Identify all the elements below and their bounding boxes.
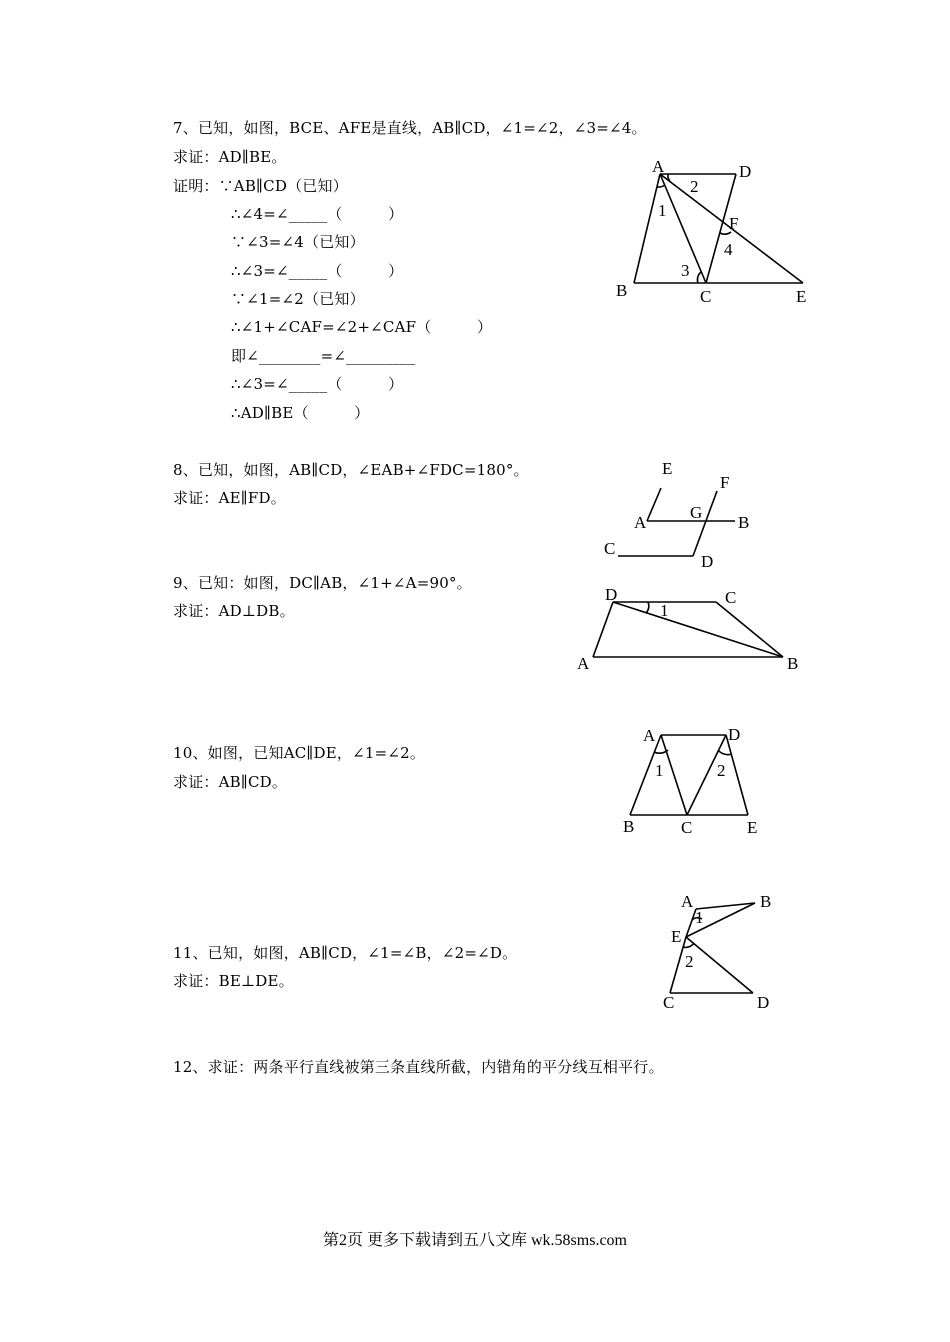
problem11-prove: 求证：BE⊥DE。 bbox=[173, 972, 294, 990]
angle-1-arc bbox=[657, 185, 665, 187]
problem7-step-2: ∴∠4=∠_____（ ） bbox=[231, 205, 404, 223]
label-D: D bbox=[757, 993, 770, 1012]
problem7-step-3: ∵∠3=∠4（已知） bbox=[231, 233, 365, 251]
segment-AE bbox=[647, 488, 661, 521]
problem7-step-5: ∵∠1=∠2（已知） bbox=[231, 290, 365, 308]
problem10-figure bbox=[610, 720, 770, 840]
label-angle-1: 1 bbox=[658, 201, 667, 220]
problem7-prove: 求证：AD∥BE。 bbox=[173, 148, 287, 166]
problem7-figure bbox=[600, 150, 830, 315]
problem7-title: 7、已知，如图，BCE、AFE是直线，AB∥CD，∠1=∠2，∠3=∠4。 bbox=[173, 119, 647, 137]
problem7-step-6: ∴∠1+∠CAF=∠2+∠CAF（ ） bbox=[231, 318, 493, 336]
problem7-step-1: 证明：∵AB∥CD（已知） bbox=[173, 177, 348, 195]
problem7-step-4: ∴∠3=∠_____（ ） bbox=[231, 262, 404, 280]
label-B: B bbox=[760, 892, 772, 911]
label-A: A bbox=[634, 513, 647, 532]
problem10-prove: 求证：AB∥CD。 bbox=[173, 773, 288, 791]
label-angle-1: 1 bbox=[655, 761, 664, 780]
problem11-title: 11、已知，如图，AB∥CD，∠1=∠B，∠2=∠D。 bbox=[173, 944, 518, 962]
label-angle-4: 4 bbox=[724, 240, 733, 259]
label-A: A bbox=[577, 654, 590, 673]
label-A: A bbox=[652, 157, 665, 176]
problem8-title: 8、已知，如图，AB∥CD，∠EAB+∠FDC=180°。 bbox=[173, 461, 529, 479]
label-D: D bbox=[605, 585, 618, 604]
label-D: D bbox=[701, 552, 714, 571]
segment-DA bbox=[593, 602, 613, 657]
problem7-step-7: 即∠________=∠_________ bbox=[231, 347, 416, 365]
label-A: A bbox=[643, 726, 656, 745]
label-angle-2: 2 bbox=[690, 177, 699, 196]
label-G: G bbox=[690, 503, 703, 522]
label-D: D bbox=[728, 725, 741, 744]
segment-ED bbox=[686, 937, 753, 993]
label-angle-1: 1 bbox=[695, 908, 704, 927]
segment-AB bbox=[634, 174, 660, 283]
label-C: C bbox=[700, 287, 712, 306]
problem9-figure bbox=[570, 582, 805, 677]
problem10-title: 10、如图，已知AC∥DE，∠1=∠2。 bbox=[173, 744, 426, 762]
label-E: E bbox=[671, 927, 682, 946]
label-E: E bbox=[796, 287, 807, 306]
problem8-prove: 求证：AE∥FD。 bbox=[173, 489, 286, 507]
problem9-prove: 求证：AD⊥DB。 bbox=[173, 602, 295, 620]
label-F: F bbox=[729, 214, 739, 233]
label-C: C bbox=[681, 818, 693, 837]
segment-DB bbox=[613, 602, 783, 657]
label-B: B bbox=[787, 654, 799, 673]
label-C: C bbox=[604, 539, 616, 558]
problem11-figure bbox=[650, 885, 790, 1015]
label-angle-3: 3 bbox=[681, 261, 690, 280]
label-C: C bbox=[663, 993, 675, 1012]
label-angle-2: 2 bbox=[685, 952, 694, 971]
segment-CB bbox=[716, 602, 783, 657]
problem8-figure bbox=[595, 455, 770, 575]
problem7-step-9: ∴AD∥BE（ ） bbox=[231, 404, 370, 422]
label-F: F bbox=[720, 473, 730, 492]
label-B: B bbox=[738, 513, 750, 532]
problem7-step-8: ∴∠3=∠_____（ ） bbox=[231, 375, 404, 393]
label-E: E bbox=[662, 459, 673, 478]
label-D: D bbox=[739, 162, 752, 181]
segment-DE bbox=[726, 735, 748, 815]
label-angle-2: 2 bbox=[717, 761, 726, 780]
page-footer: 第2页 更多下载请到五八文库 wk.58sms.com bbox=[322, 1232, 627, 1249]
label-B: B bbox=[616, 281, 628, 300]
segment-DF bbox=[693, 491, 717, 556]
label-E: E bbox=[747, 818, 758, 837]
angle-3-arc bbox=[697, 272, 701, 283]
segment-AC bbox=[661, 735, 687, 815]
angle-1-arc bbox=[646, 602, 649, 613]
label-B: B bbox=[623, 817, 635, 836]
label-A: A bbox=[681, 892, 694, 911]
label-C: C bbox=[725, 588, 737, 607]
problem9-title: 9、已知：如图，DC∥AB，∠1+∠A=90°。 bbox=[173, 574, 472, 592]
problem12-title: 12、求证：两条平行直线被第三条直线所截，内错角的平分线互相平行。 bbox=[173, 1058, 664, 1076]
label-angle-1: 1 bbox=[660, 601, 669, 620]
